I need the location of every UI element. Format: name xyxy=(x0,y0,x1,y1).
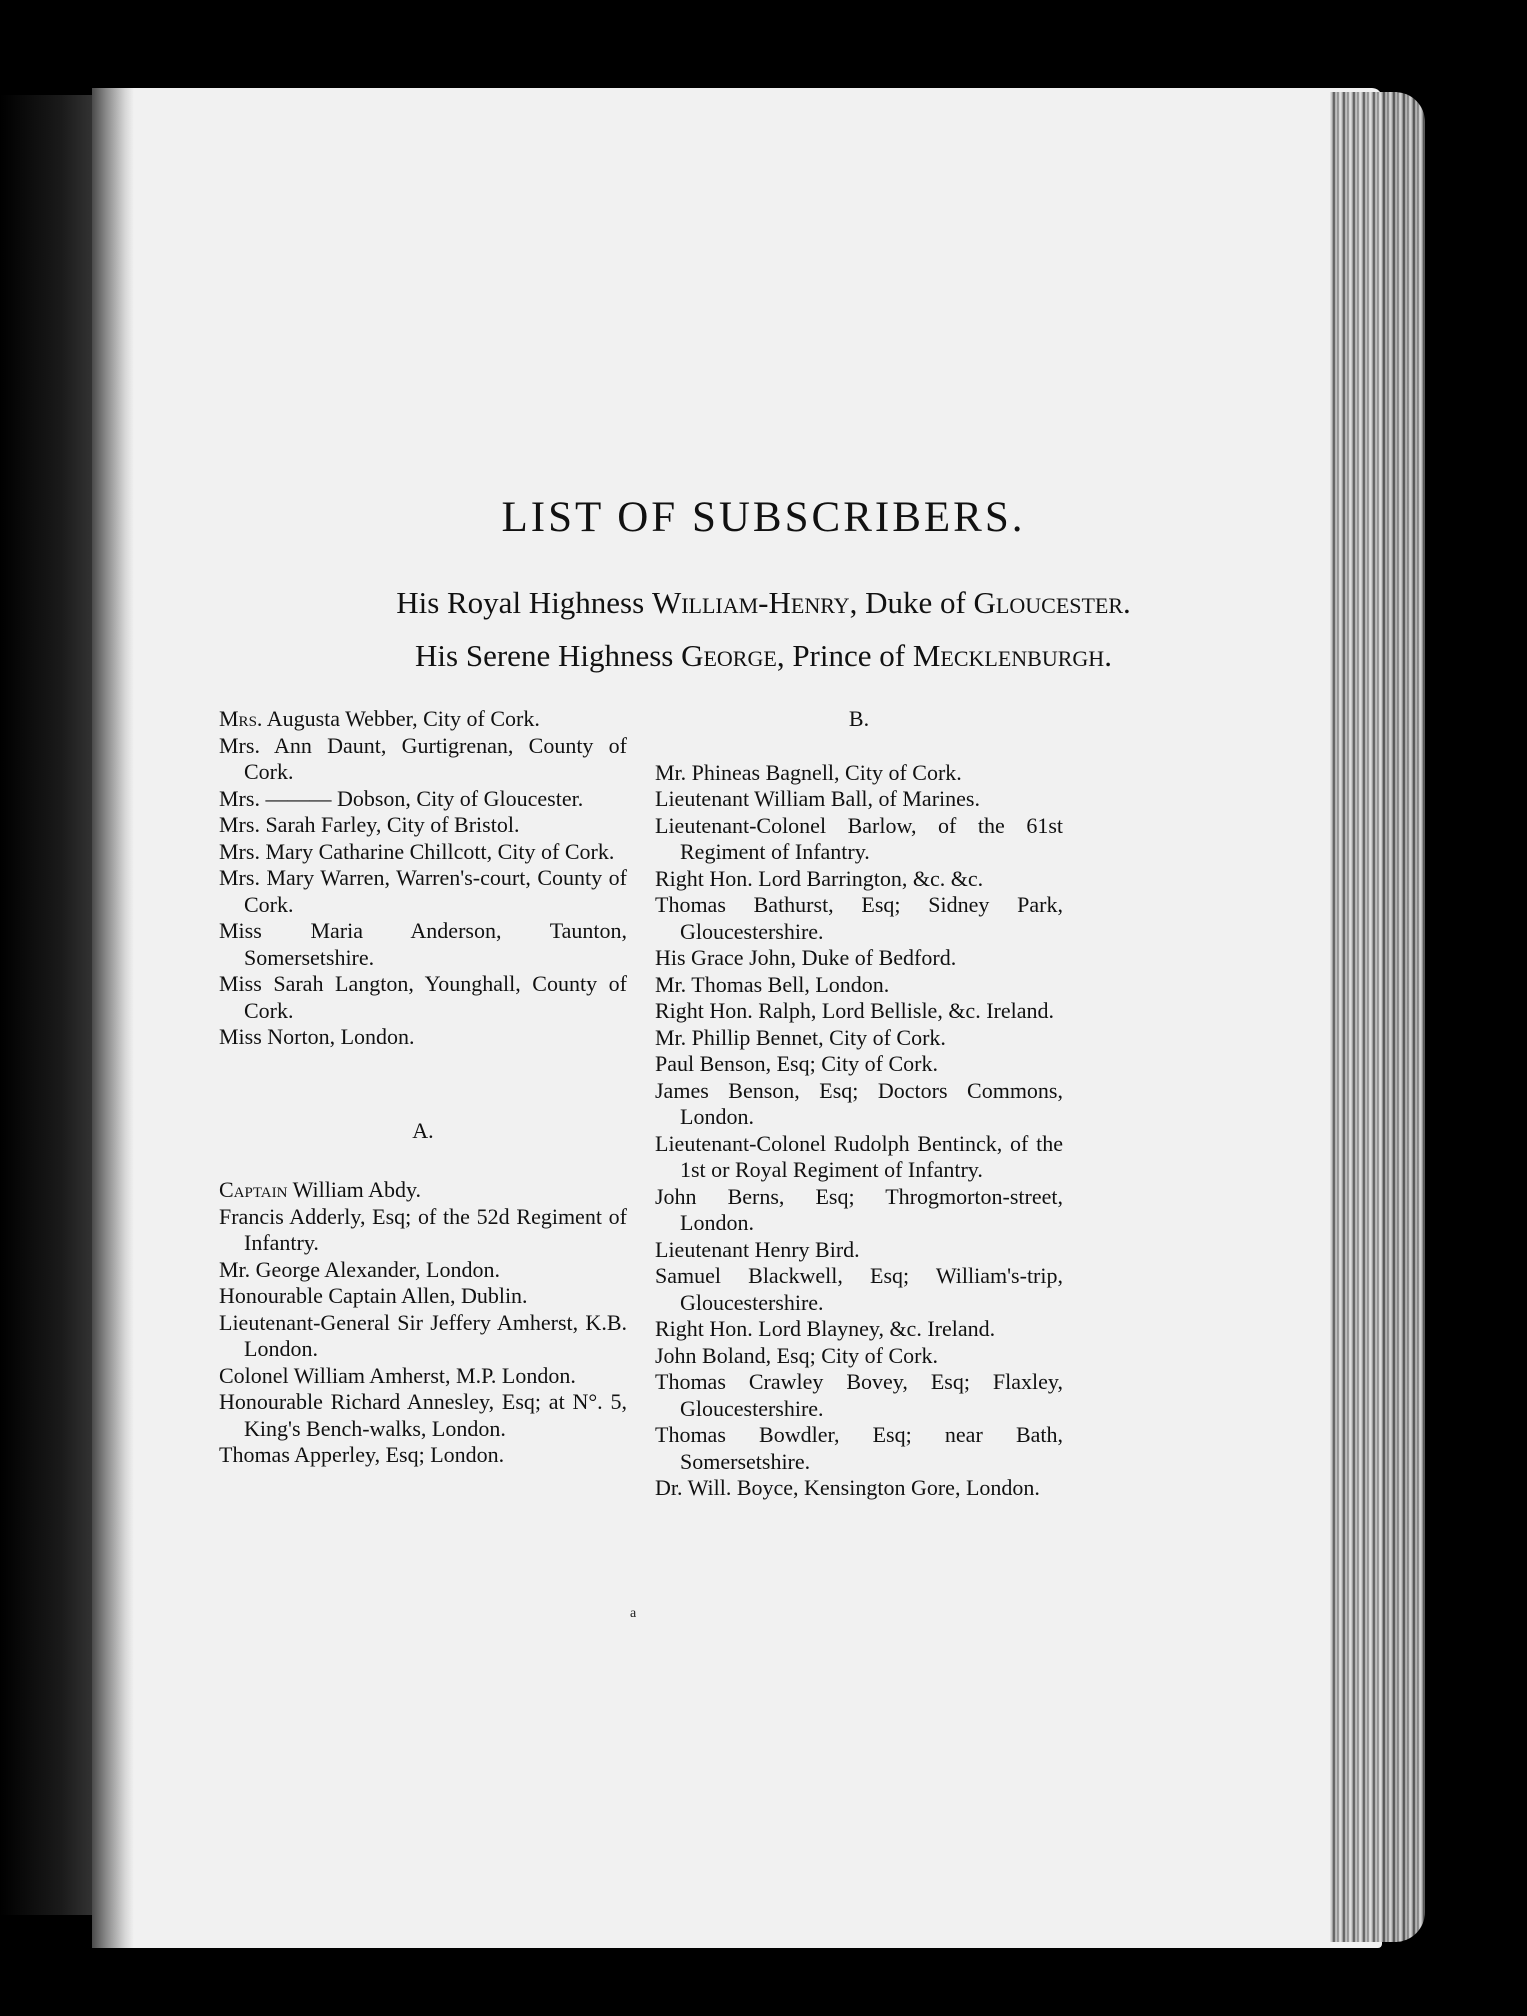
dedication-name: George xyxy=(681,638,777,673)
subscriber-entry xyxy=(219,1442,627,1469)
subscriber-entry xyxy=(655,1025,1063,1052)
section-heading-b: B. xyxy=(848,706,870,731)
subscriber-text: Lieutenant William Ball, of Marines. xyxy=(655,786,980,811)
subscriber-text: Dr. Will. Boyce, Kensington Gore, London. xyxy=(655,1475,1040,1500)
subscriber-text: Mr. Phineas Bagnell, City of Cork. xyxy=(655,759,962,785)
subscriber-text: Thomas Bathurst, Esq; Sidney Park, Gloucestershire. xyxy=(655,892,1063,944)
subscriber-entry xyxy=(655,1369,1063,1422)
subscriber-entry xyxy=(655,998,1063,1025)
subscriber-entry xyxy=(219,812,627,839)
subscriber-title: Mrs. xyxy=(219,706,263,731)
subscriber-title: Captain xyxy=(219,1177,288,1202)
subscriber-text: Honourable Captain Allen, Dublin. xyxy=(219,1283,528,1308)
subscriber-entry xyxy=(655,760,1063,787)
subscriber-entry xyxy=(219,706,627,733)
section-a-list xyxy=(219,1177,627,1469)
subscriber-entry xyxy=(219,918,627,971)
folio-mark: a xyxy=(630,1606,637,1621)
subscriber-entry xyxy=(219,971,627,1024)
subscriber-text: Augusta Webber, City of Cork. xyxy=(262,706,540,731)
subscriber-text: Honourable Richard Annesley, Esq; at N°. 5, King's Bench-walks, London. xyxy=(219,1389,627,1441)
page-title: LIST OF SUBSCRIBERS. xyxy=(501,494,1026,541)
subscriber-entry xyxy=(219,733,627,786)
subscriber-entry xyxy=(219,1024,627,1051)
subscriber-text: Mr. George Alexander, London. xyxy=(219,1256,500,1282)
subscriber-text: Miss Maria Anderson, Taunton, Somersetshire. xyxy=(219,918,627,970)
subscriber-entry xyxy=(219,1310,627,1363)
subscriber-text: Right Hon. Ralph, Lord Bellisle, &c. Ireland. xyxy=(655,998,1054,1023)
subscriber-text: Mr. Thomas Bell, London. xyxy=(655,971,890,997)
page-gutter-shadow xyxy=(92,88,134,1948)
subscriber-text: Thomas Crawley Bovey, Esq; Flaxley, Gloucestershire. xyxy=(655,1369,1063,1421)
subscriber-entry xyxy=(219,1204,627,1257)
subscriber-text: William Abdy. xyxy=(287,1177,422,1202)
subscriber-text: Lieutenant-Colonel Rudolph Bentinck, of the 1st or Royal Regiment of Infantry. xyxy=(655,1130,1063,1182)
facing-page-edge xyxy=(0,95,102,1915)
left-column xyxy=(219,706,627,1469)
subscriber-text: John Boland, Esq; City of Cork. xyxy=(655,1342,938,1368)
subscriber-entry xyxy=(655,892,1063,945)
dedication-prefix: His Serene Highness xyxy=(415,638,682,673)
fore-edge-page-stack xyxy=(1330,92,1425,1942)
subscriber-text: Thomas Apperley, Esq; London. xyxy=(219,1442,505,1467)
right-column xyxy=(655,706,1063,1502)
section-b-list xyxy=(655,760,1063,1502)
section-heading-a: A. xyxy=(412,1117,434,1143)
subscriber-entry xyxy=(655,1343,1063,1370)
subscriber-text: Mrs. Mary Catharine Chillcott, City of Cork. xyxy=(219,838,615,864)
subscriber-entry xyxy=(219,1363,627,1390)
dedication-place: Mecklenburgh xyxy=(912,638,1105,673)
subscriber-text: Mrs. Mary Warren, Warren's-court, County of Cork. xyxy=(219,865,627,917)
dedication-suffix: . xyxy=(1123,585,1131,620)
subscriber-entry xyxy=(655,1051,1063,1078)
subscriber-text: Thomas Bowdler, Esq; near Bath, Somersetshire. xyxy=(655,1422,1063,1474)
subscriber-entry xyxy=(219,1283,627,1310)
subscriber-entry xyxy=(655,1475,1063,1502)
subscriber-text: Francis Adderly, Esq; of the 52d Regiment of Infantry. xyxy=(219,1203,627,1255)
subscriber-text: Lieutenant-General Sir Jeffery Amherst, K.B. London. xyxy=(219,1309,627,1361)
subscriber-entry xyxy=(655,866,1063,893)
dedication-middle: , Duke of xyxy=(849,585,974,620)
subscriber-text: Miss Norton, London. xyxy=(219,1024,415,1049)
subscriber-entry xyxy=(655,1078,1063,1131)
subscriber-text: Paul Benson, Esq; City of Cork. xyxy=(655,1051,938,1076)
subscriber-text: Right Hon. Lord Barrington, &c. &c. xyxy=(655,865,984,891)
dedication-prefix: His Royal Highness xyxy=(396,585,652,620)
subscriber-text: Miss Sarah Langton, Younghall, County of Cork. xyxy=(219,971,627,1023)
dedication-suffix: . xyxy=(1104,638,1112,673)
subscriber-entry xyxy=(219,1389,627,1442)
subscriber-text: His Grace John, Duke of Bedford. xyxy=(655,945,957,970)
subscriber-text: Colonel William Amherst, M.P. London. xyxy=(219,1362,576,1388)
subscriber-entry xyxy=(219,839,627,866)
dedication-name: William-Henry xyxy=(651,585,850,620)
subscriber-text: Mrs. Sarah Farley, City of Bristol. xyxy=(219,812,520,837)
subscriber-entry xyxy=(655,786,1063,813)
subscriber-entry xyxy=(219,1257,627,1284)
subscriber-entry xyxy=(655,945,1063,972)
subscriber-entry xyxy=(655,813,1063,866)
subscriber-entry xyxy=(219,1177,627,1204)
subscriber-text: Lieutenant Henry Bird. xyxy=(655,1236,860,1262)
subscriber-entry xyxy=(655,1422,1063,1475)
opening-subscriber-list xyxy=(219,706,627,1051)
subscriber-text: Samuel Blackwell, Esq; William's-trip, Gloucestershire. xyxy=(655,1263,1063,1315)
subscriber-entry xyxy=(655,1237,1063,1264)
subscriber-entry xyxy=(655,1263,1063,1316)
subscriber-text: Mrs. ——— Dobson, City of Gloucester. xyxy=(219,785,584,811)
subscriber-text: Lieutenant-Colonel Barlow, of the 61st Regiment of Infantry. xyxy=(655,812,1063,864)
subscriber-entry xyxy=(655,972,1063,999)
dedication-line-2 xyxy=(0,638,1527,674)
dedication-middle: , Prince of xyxy=(776,638,913,673)
subscriber-text: John Berns, Esq; Throgmorton-street, London. xyxy=(655,1183,1063,1235)
subscriber-entry xyxy=(655,1131,1063,1184)
subscriber-text: Mr. Phillip Bennet, City of Cork. xyxy=(655,1024,946,1050)
dedication-place: Gloucester xyxy=(973,585,1124,620)
dedication-line-1 xyxy=(0,585,1527,621)
subscriber-entry xyxy=(219,865,627,918)
subscriber-text: Right Hon. Lord Blayney, &c. Ireland. xyxy=(655,1316,996,1341)
subscriber-text: Mrs. Ann Daunt, Gurtigrenan, County of Cork. xyxy=(219,732,627,784)
subscriber-text: James Benson, Esq; Doctors Commons, London. xyxy=(655,1077,1063,1129)
subscriber-entry xyxy=(655,1184,1063,1237)
subscriber-entry xyxy=(219,786,627,813)
subscriber-entry xyxy=(655,1316,1063,1343)
